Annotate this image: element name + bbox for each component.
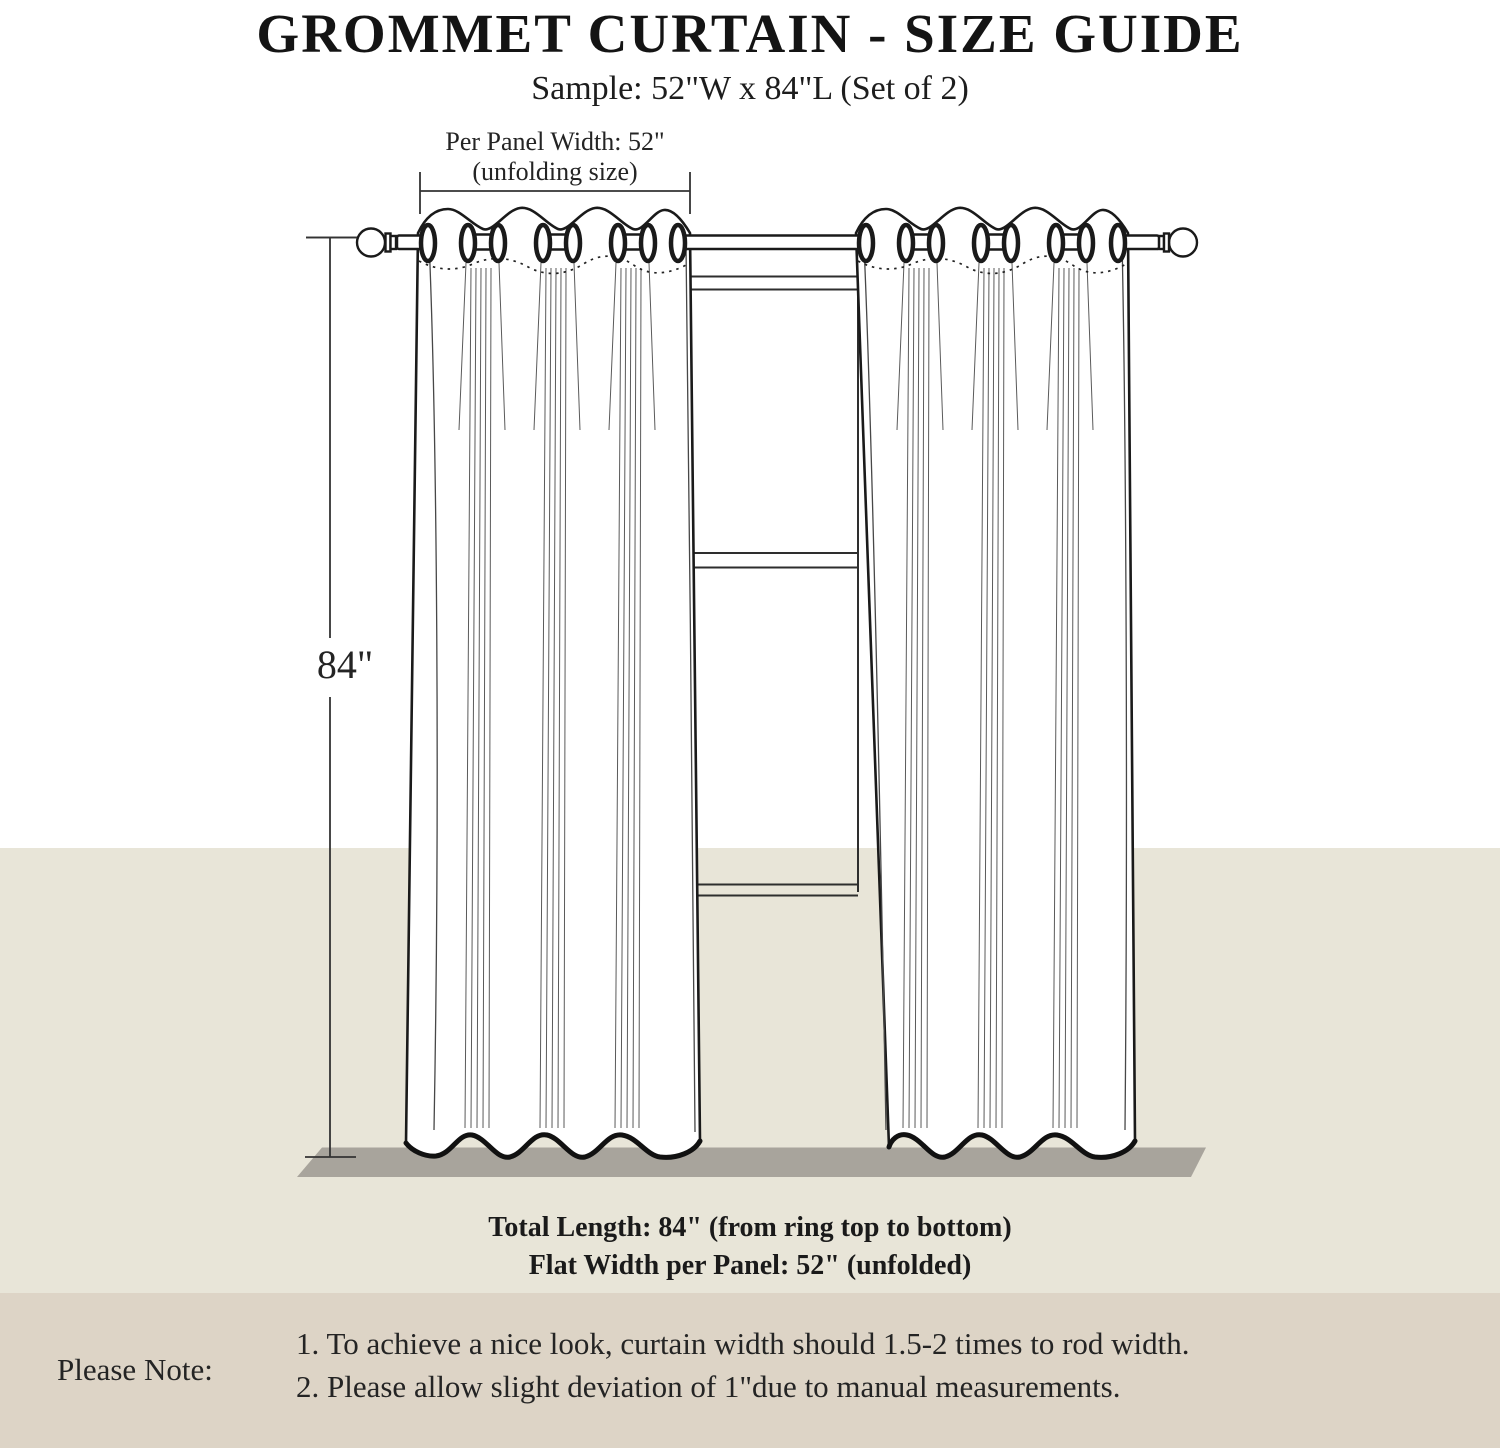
panel-width-annotation: [380, 127, 730, 187]
grommet: [421, 225, 435, 261]
grommet: [671, 225, 685, 261]
grommet: [1111, 225, 1125, 261]
right-curtain-panel: [856, 208, 1135, 1157]
grommet: [899, 225, 913, 261]
measurement-summary: [0, 1209, 1500, 1285]
rod-finial-right: [1159, 229, 1198, 257]
grommet: [491, 225, 505, 261]
height-dimension-line: [305, 238, 357, 1158]
page-title: GROMMET CURTAIN - SIZE GUIDE: [256, 3, 1244, 64]
sample-size-text: Sample: 52"W x 84"L (Set of 2): [531, 70, 969, 107]
panel-length-label: 84": [316, 642, 374, 687]
grommet: [974, 225, 988, 261]
grommet: [859, 225, 873, 261]
note-item-1: 1. To achieve a nice look, curtain width should 1.5-2 times to rod width.: [296, 1326, 1190, 1361]
total-length-text: Total Length: 84" (from ring top to bottom): [488, 1212, 1012, 1243]
panel-width-label: Per Panel Width: 52": [445, 127, 665, 156]
rod-finial-left: [357, 229, 396, 257]
flat-width-text: Flat Width per Panel: 52" (unfolded): [528, 1250, 972, 1281]
grommet: [1004, 225, 1018, 261]
grommet: [1079, 225, 1093, 261]
window-frame: [687, 254, 858, 1146]
grommet: [536, 225, 550, 261]
please-note-label: Please Note:: [57, 1352, 213, 1387]
grommet: [929, 225, 943, 261]
grommet: [566, 225, 580, 261]
panel-width-note: (unfolding size): [472, 157, 638, 186]
grommet: [1049, 225, 1063, 261]
grommet: [611, 225, 625, 261]
grommet: [461, 225, 475, 261]
grommet: [641, 225, 655, 261]
note-item-2: 2. Please allow slight deviation of 1"due to manual measurements.: [296, 1369, 1121, 1404]
